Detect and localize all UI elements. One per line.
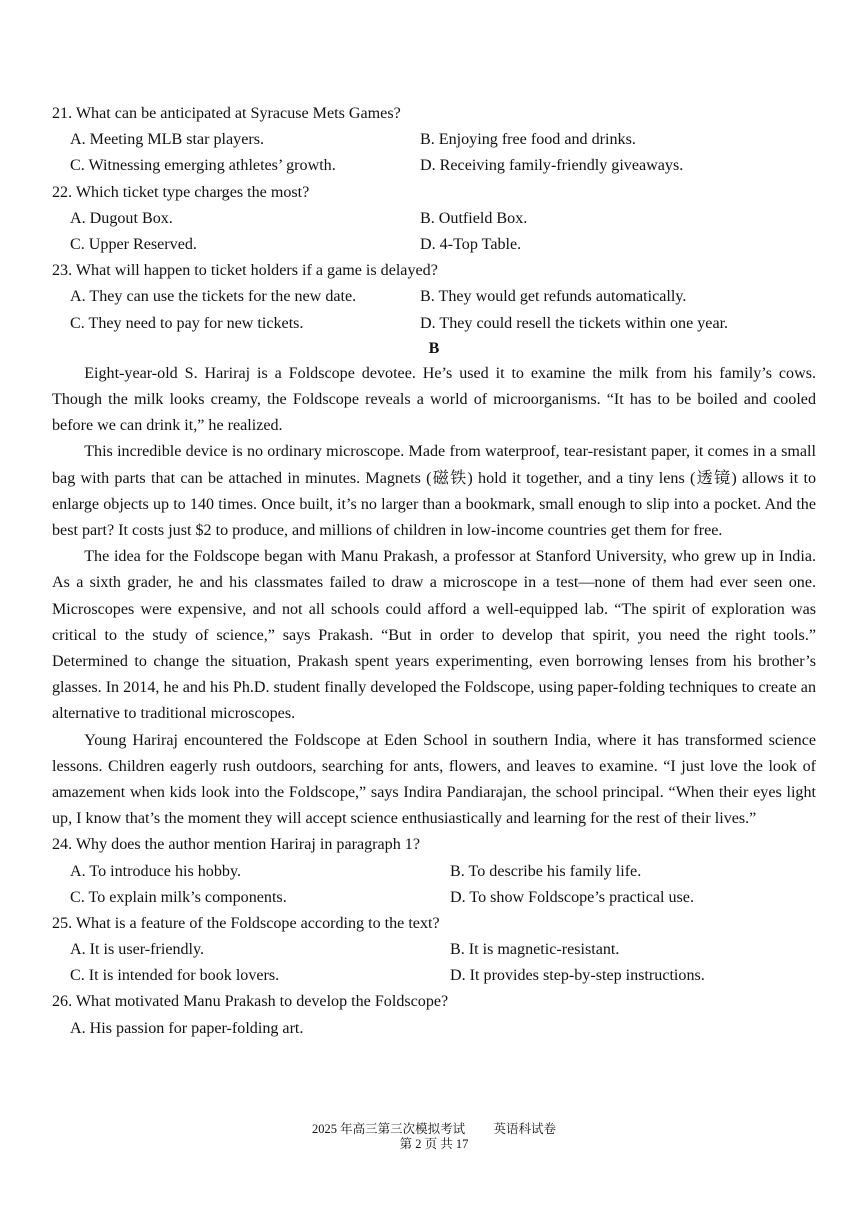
passage-paragraph-4: Young Hariraj encountered the Foldscope at Eden School in southern India, where it has transformed science lessons. Children eagerly rush outdoors, searching for ants, flowers, and leaves to examine. “I just love the look of amazement when kids look into the Foldscope,” says Indira Pandiarajan, the school principal. “When their eyes light up, I know that’s the moment they will accept science enthusiastically and learning for the rest of their lives.”: [52, 731, 816, 828]
question-23-option-d: D. They could resell the tickets within one year.: [420, 314, 729, 332]
question-24-option-b: B. To describe his family life.: [450, 862, 642, 880]
question-22-option-c: C. Upper Reserved.: [70, 235, 197, 253]
passage-paragraph-3: The idea for the Foldscope began with Manu Prakash, a professor at Stanford University, who grew up in India. As a sixth grader, he and his classmates failed to draw a microscope in a test—none of them had ever seen one. Microscopes were expensive, and not all schools could afford a well-equipped lab. “The spirit of exploration was critical to the study of science,” says Prakash. “But in order to develop that spirit, you need the right tools.” Determined to change the situation, Prakash spent years experimenting, even borrowing lenses from his brother’s glasses. In 2014, he and his Ph.D. student finally developed the Foldscope, using paper-folding techniques to create an alternative to traditional microscopes.: [52, 548, 816, 723]
question-25-options-row-1: [52, 937, 816, 963]
question-23-option-c: C. They need to pay for new tickets.: [70, 314, 304, 332]
question-22-option-a: A. Dugout Box.: [70, 209, 173, 227]
question-25-option-c: C. It is intended for book lovers.: [70, 967, 280, 985]
question-22-options-row-1: [52, 206, 816, 232]
question-26-stem: 26. What motivated Manu Prakash to develop the Foldscope?: [52, 993, 449, 1011]
passage-paragraph-2: This incredible device is no ordinary microscope. Made from waterproof, tear-resistant paper, it comes in a small bag with parts that can be attached in minutes. Magnets (磁铁) hold it together, and a tiny lens (透镜) allows it to enlarge objects up to 140 times. Once built, it’s no larger than a bookmark, small enough to slip into a pocket. And the best part? It costs just $2 to produce, and millions of children in low-income countries get them for free.: [52, 443, 816, 539]
question-21-option-c: C. Witnessing emerging athletes’ growth.: [70, 157, 336, 175]
footer-subject: 英语科试卷: [493, 1122, 556, 1136]
question-21-stem: 21. What can be anticipated at Syracuse Mets Games?: [52, 105, 401, 122]
question-24-stem: 24. Why does the author mention Hariraj in paragraph 1?: [52, 836, 420, 854]
question-22-options-row-2: [52, 232, 816, 258]
question-25-option-a: A. It is user-friendly.: [70, 941, 205, 959]
page-content: [52, 101, 816, 1042]
question-23-options-row-1: [52, 284, 816, 310]
question-24-option-a: A. To introduce his hobby.: [70, 862, 241, 880]
passage-paragraph-1: Eight-year-old S. Hariraj is a Foldscope devotee. He’s used it to examine the milk from his family’s cows. Though the milk looks creamy, the Foldscope reveals a world of microorganisms. “It has to be boiled and cooled before we can drink it,” he realized.: [52, 364, 816, 435]
question-21-option-d: D. Receiving family-friendly giveaways.: [420, 157, 684, 175]
question-26-option-a: A. His passion for paper-folding art.: [70, 1019, 304, 1037]
question-25-options-row-2: [52, 963, 816, 989]
question-24-option-d: D. To show Foldscope’s practical use.: [450, 888, 694, 906]
question-22-option-d: D. 4-Top Table.: [420, 235, 522, 253]
question-21-options-row-2: [52, 153, 816, 179]
question-25-option-d: D. It provides step-by-step instructions.: [450, 967, 705, 985]
question-23-option-b: B. They would get refunds automatically.: [420, 288, 687, 306]
question-24-option-c: C. To explain milk’s components.: [70, 888, 287, 906]
question-25-option-b: B. It is magnetic-resistant.: [450, 941, 620, 959]
question-22-option-b: B. Outfield Box.: [420, 209, 528, 227]
question-23-stem: 23. What will happen to ticket holders if a game is delayed?: [52, 262, 438, 280]
footer-page-number: 第 2 页 共 17: [399, 1137, 469, 1151]
question-23-option-a: A. They can use the tickets for the new date.: [70, 288, 357, 306]
section-b-heading: B: [428, 339, 440, 357]
question-25-stem: 25. What is a feature of the Foldscope according to the text?: [52, 914, 440, 932]
question-24-options-row-2: [52, 885, 816, 911]
footer-exam-title: 2025 年高三第三次模拟考试: [312, 1122, 466, 1136]
question-21-option-b: B. Enjoying free food and drinks.: [420, 131, 636, 149]
question-21-option-a: A. Meeting MLB star players.: [70, 131, 264, 149]
question-23-options-row-2: [52, 311, 816, 337]
question-26-options-row-1: [52, 1016, 816, 1042]
question-24-options-row-1: [52, 859, 816, 885]
question-22-stem: 22. Which ticket type charges the most?: [52, 183, 310, 201]
footer-exam-line: [0, 1122, 868, 1137]
question-21-options-row-1: [52, 127, 816, 153]
